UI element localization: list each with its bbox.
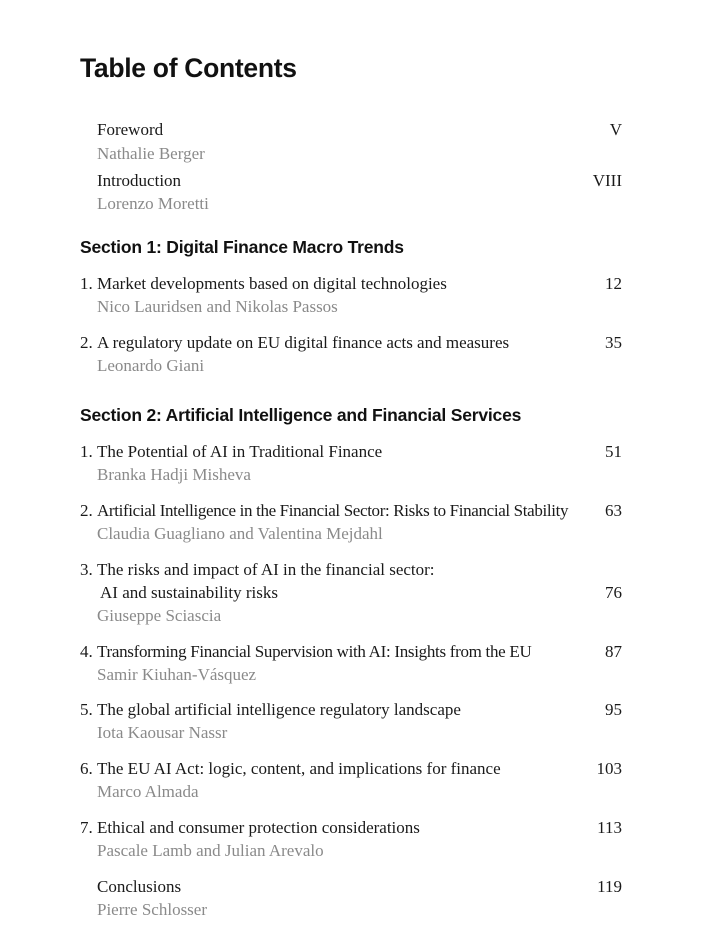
entry-page-number: 113 [597, 818, 622, 837]
entry-number: 5. [80, 700, 93, 719]
entry-page-number: 119 [597, 877, 622, 896]
entry-page-number: 12 [605, 274, 622, 293]
section-heading: Section 2: Artificial Intelligence and Financial Services [80, 405, 522, 425]
entry-title[interactable]: The risks and impact of AI in the financial sector: [97, 560, 435, 579]
entry-author: Nathalie Berger [97, 144, 205, 163]
entry-page-number: 87 [605, 642, 622, 661]
entry-number: 4. [80, 642, 93, 661]
entry-author: Claudia Guagliano and Valentina Mejdahl [97, 524, 383, 543]
entry-page-number: 95 [605, 700, 622, 719]
entry-page-number: 76 [605, 583, 622, 602]
entry-author: Lorenzo Moretti [97, 194, 209, 213]
entry-page-number: 35 [605, 333, 622, 352]
entry-author: Leonardo Giani [97, 356, 205, 375]
entry-title[interactable]: A regulatory update on EU digital finance acts and measures [97, 333, 510, 352]
entry-title[interactable]: Introduction [97, 171, 182, 190]
entry-author: Iota Kaousar Nassr [97, 723, 228, 742]
entry-number: 1. [80, 442, 93, 461]
page-title: Table of Contents [80, 53, 297, 83]
entry-title-continuation[interactable]: AI and sustainability risks [100, 583, 279, 602]
entry-page-number: 103 [596, 759, 622, 778]
entry-title[interactable]: Transforming Financial Supervision with AI: Insights from the EU [97, 642, 532, 661]
entry-title[interactable]: Ethical and consumer protection considerations [97, 818, 420, 837]
entry-author: Giuseppe Sciascia [97, 606, 222, 625]
entry-title[interactable]: Artificial Intelligence in the Financial Sector: Risks to Financial Stability [97, 501, 569, 520]
entry-title[interactable]: The global artificial intelligence regulatory landscape [97, 700, 461, 719]
entry-author: Marco Almada [97, 782, 199, 801]
entry-number: 3. [80, 560, 93, 579]
entry-number: 7. [80, 818, 93, 837]
entry-page-number: VIII [592, 171, 622, 190]
entry-title[interactable]: Conclusions [97, 877, 182, 896]
entry-number: 1. [80, 274, 93, 293]
entry-author: Pascale Lamb and Julian Arevalo [97, 841, 324, 860]
entry-number: 6. [80, 759, 93, 778]
entry-author: Nico Lauridsen and Nikolas Passos [97, 297, 338, 316]
entry-title[interactable]: Market developments based on digital technologies [97, 274, 447, 293]
entry-page-number: 51 [605, 442, 622, 461]
entry-author: Samir Kiuhan-Vásquez [97, 665, 257, 684]
entry-number: 2. [80, 333, 93, 352]
entry-title[interactable]: The EU AI Act: logic, content, and implications for finance [97, 759, 501, 778]
entry-title[interactable]: The Potential of AI in Traditional Finance [97, 442, 383, 461]
entry-author: Pierre Schlosser [97, 900, 208, 919]
section-heading: Section 1: Digital Finance Macro Trends [80, 237, 404, 257]
entry-page-number: V [609, 120, 622, 139]
entry-title[interactable]: Foreword [97, 120, 164, 139]
entry-author: Branka Hadji Misheva [97, 465, 251, 484]
entry-page-number: 63 [605, 501, 622, 520]
entry-number: 2. [80, 501, 93, 520]
